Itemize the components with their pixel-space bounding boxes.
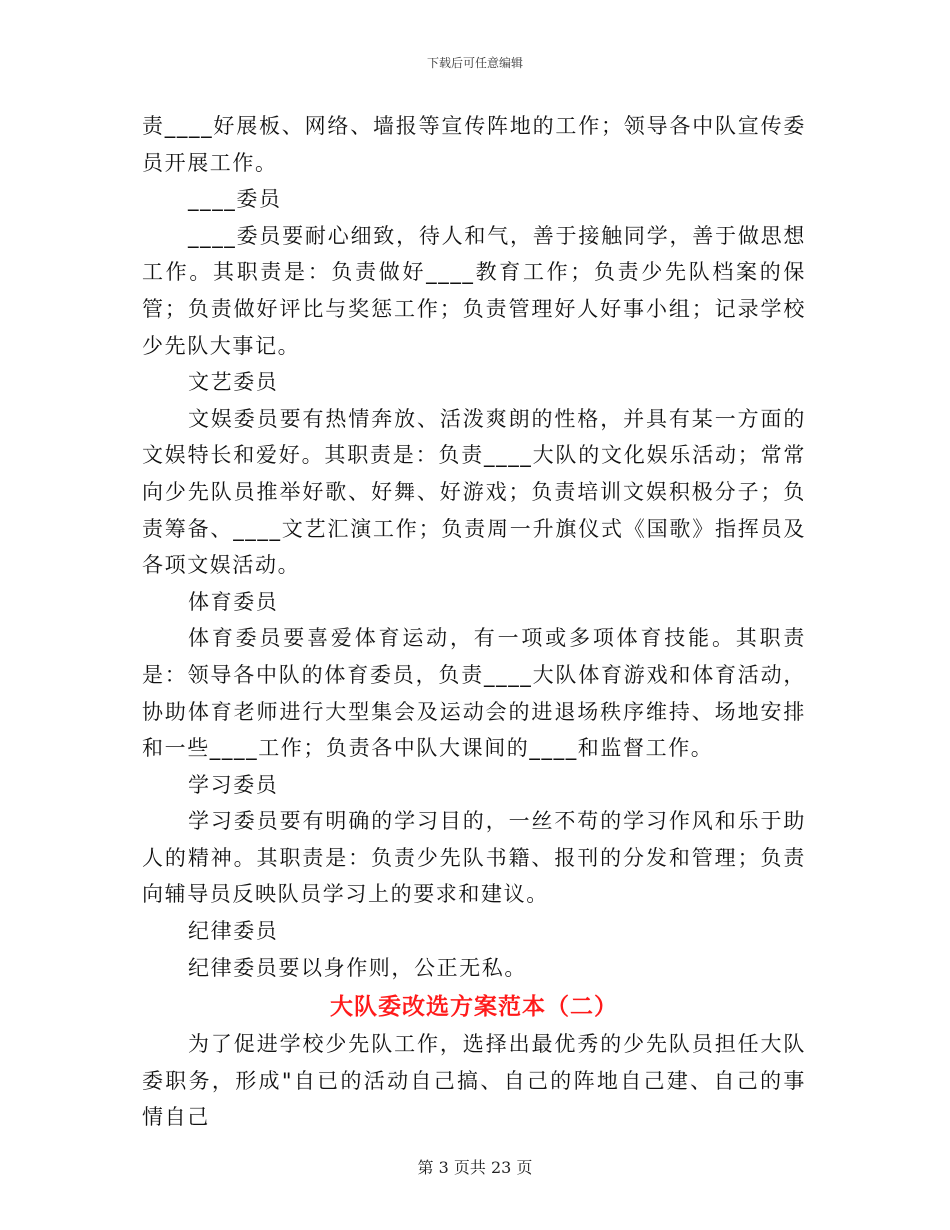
section-title: 纪律委员 [188,919,279,944]
section-title: 学习委员 [188,772,279,797]
paragraph: 纪律委员要以身作则，公正无私。 [188,955,527,980]
paragraph: 学习委员要有明确的学习目的，一丝不苟的学习作风和乐于助人的精神。其职责是：负责少先队书籍、报刊的分发和管理；负责向辅导员反映队员学习上的要求和建议。 [142,809,806,907]
section-title: ____委员 [188,187,282,212]
paragraph: 责____好展板、网络、墙报等宣传阵地的工作；领导各中队宣传委员开展工作。 [142,114,806,175]
document-body [142,108,806,1136]
paragraph: 体育委员要喜爱体育运动，有一项或多项体育技能。其职责是：领导各中队的体育委员，负责____大队体育游戏和体育活动，协助体育老师进行大型集会及运动会的进退场秩序维持、场地安排和一些____工作；负责各中队大课间的____和监督工作。 [142,626,806,761]
section-title: 文艺委员 [188,370,279,395]
page-header: 下载后可任意编辑 [426,56,523,70]
page-footer: 第 3 页共 23 页 [417,1158,533,1177]
paragraph: ____委员要耐心细致，待人和气，善于接触同学，善于做思想工作。其职责是：负责做好____教育工作；负责少先队档案的保管；负责做好评比与奖惩工作；负责管理好人好事小组；记录学校少先队大事记。 [142,223,806,358]
section-title: 体育委员 [188,589,279,614]
paragraph: 文娱委员要有热情奔放、活泼爽朗的性格，并具有某一方面的文娱特长和爱好。其职责是：负责____大队的文化娱乐活动；常常向少先队员推举好歌、好舞、好游戏；负责培训文娱积极分子；负责筹备、____文艺汇演工作；负责周一升旗仪式《国歌》指挥员及各项文娱活动。 [142,406,806,578]
paragraph: 为了促进学校少先队工作，选择出最优秀的少先队员担任大队委职务，形成"自已的活动自己搞、自己的阵地自己建、自己的事情自己 [142,1032,806,1130]
document-heading: 大队委改选方案范本（二） [330,994,618,1021]
